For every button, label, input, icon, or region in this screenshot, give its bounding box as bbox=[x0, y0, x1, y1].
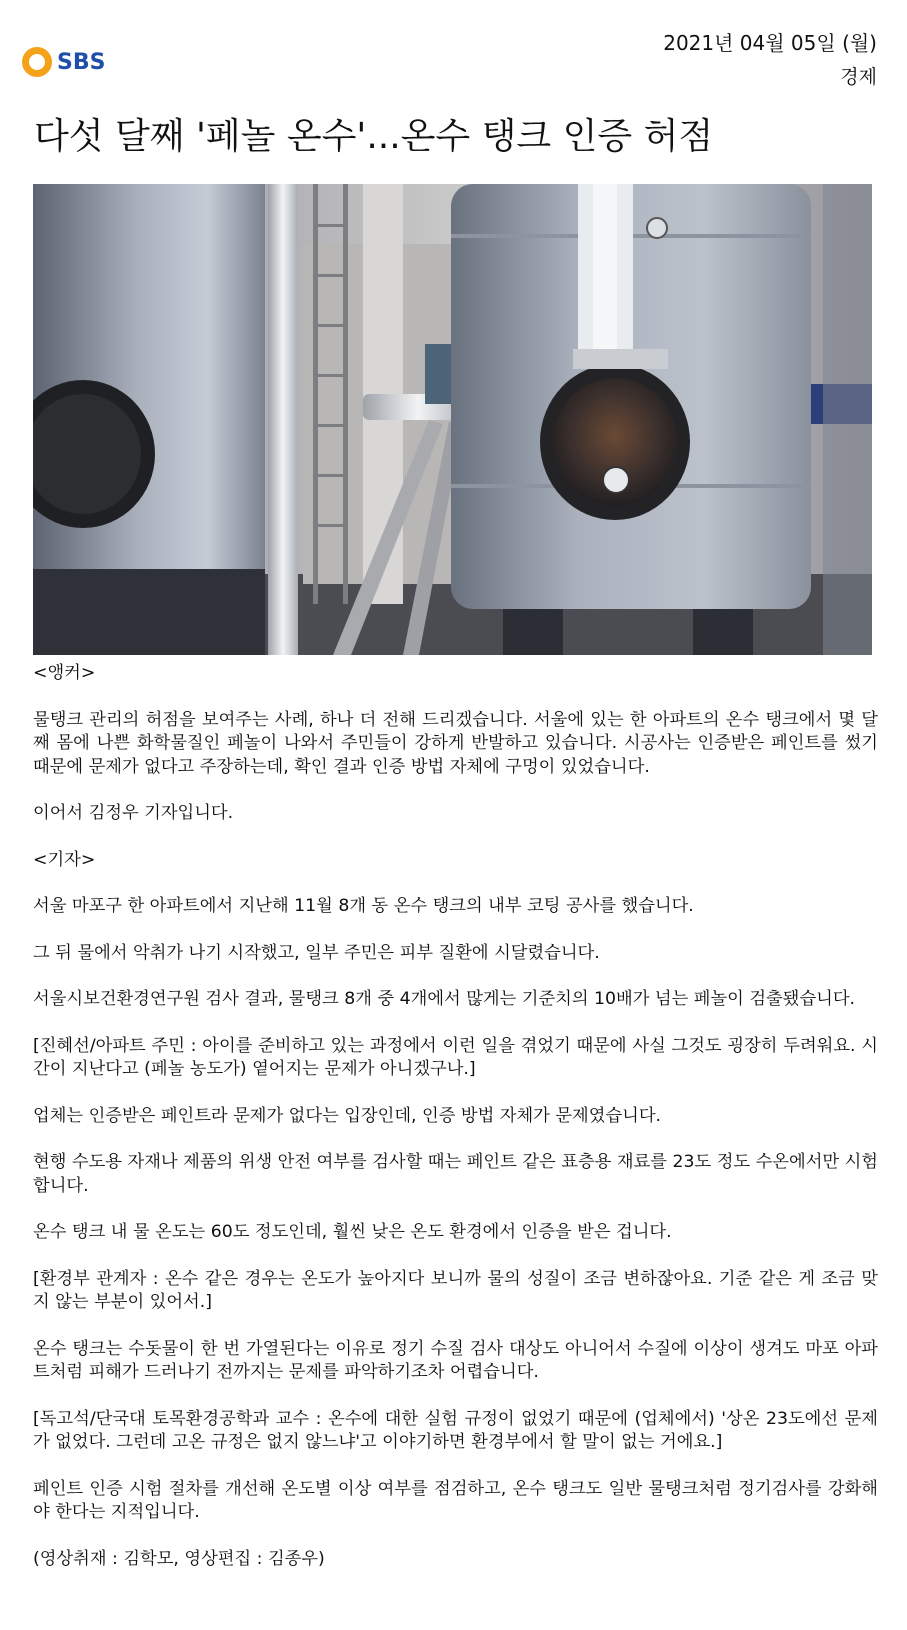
paragraph-credits: (영상취재 : 김학모, 영상편집 : 김종우) bbox=[33, 1548, 325, 1569]
sbs-logo-ring-icon bbox=[22, 47, 52, 77]
paragraph-body: 서울 마포구 한 아파트에서 지난해 11월 8개 동 온수 탱크의 내부 코팅 공사를 했습니다. bbox=[33, 896, 694, 916]
sbs-logo-text: SBS bbox=[57, 49, 106, 75]
paragraph-reporter-intro: 이어서 김정우 기자입니다. bbox=[33, 803, 234, 823]
article-headline: 다섯 달째 '페놀 온수'...온수 탱크 인증 허점 bbox=[34, 116, 714, 157]
paragraph-quote: [독고석/단국대 토목환경공학과 교수 : 온수에 대한 실험 규정이 없었기 때문에 (업체에서) '상온 23도에선 문제가 없었다. 그런데 고온 규정은 없지 않느냐'고 이야기하면 환경부에서 할 말이 없는 거에요.] bbox=[33, 1408, 878, 1452]
paragraph-body: 현행 수도용 자재나 제품의 위생 안전 여부를 검사할 때는 페인트 같은 표층용 재료를 23도 정도 수온에서만 시험합니다. bbox=[33, 1152, 878, 1196]
paragraph-body: 온수 탱크 내 물 온도는 60도 정도인데, 훨씬 낮은 온도 환경에서 인증을 받은 겁니다. bbox=[33, 1222, 672, 1242]
paragraph-quote: [진혜선/아파트 주민 : 아이를 준비하고 있는 과정에서 이런 일을 겪었기 때문에 사실 그것도 굉장히 두려워요. 시간이 지난다고 (페놀 농도가) 옅어지는 문제가 아니겠구나.] bbox=[33, 1035, 878, 1079]
paragraph-anchor-intro: 물탱크 관리의 허점을 보여주는 사례, 하나 더 전해 드리겠습니다. 서울에 있는 한 아파트의 온수 탱크에서 몇 달째 몸에 나쁜 화학물질인 페놀이 나와서 주민들이 강하게 반발하고 있습니다. 시공사는 인증받은 페인트를 썼기 때문에 문제가 없다고 주장하는데, 확인 결과 인증 방법 자체에 구멍이 있었습니다. bbox=[33, 709, 878, 777]
paragraph-quote: [환경부 관계자 : 온수 같은 경우는 온도가 높아지다 보니까 물의 성질이 조금 변하잖아요. 기준 같은 게 조금 맞지 않는 부분이 있어서.] bbox=[33, 1268, 878, 1312]
paragraph-anchor-label: <앵커> bbox=[33, 663, 96, 683]
article-section: 경제 bbox=[840, 66, 877, 88]
paragraph-reporter-label: <기자> bbox=[33, 849, 96, 870]
paragraph-body: 업체는 인증받은 페인트라 문제가 없다는 입장인데, 인증 방법 자체가 문제였습니다. bbox=[33, 1105, 662, 1126]
paragraph-body: 그 뒤 물에서 악취가 나기 시작했고, 일부 주민은 피부 질환에 시달렸습니다. bbox=[33, 942, 600, 963]
sbs-logo bbox=[22, 47, 105, 77]
article-date: 2021년 04월 05일 (월) bbox=[663, 31, 877, 55]
article-body bbox=[33, 662, 878, 1571]
water-tank-illustration bbox=[33, 184, 872, 655]
article-photo bbox=[33, 184, 872, 655]
paragraph-body: 페인트 인증 시험 절차를 개선해 온도별 이상 여부를 점검하고, 온수 탱크도 일반 물탱크처럼 정기검사를 강화해야 한다는 지적입니다. bbox=[33, 1478, 878, 1522]
paragraph-body: 서울시보건환경연구원 검사 결과, 물탱크 8개 중 4개에서 많게는 기준치의 10배가 넘는 페놀이 검출됐습니다. bbox=[33, 989, 856, 1009]
paragraph-body: 온수 탱크는 수돗물이 한 번 가열된다는 이유로 정기 수질 검사 대상도 아니어서 수질에 이상이 생겨도 마포 아파트처럼 피해가 드러나기 전까지는 문제를 파악하기조차 어렵습니다. bbox=[33, 1338, 878, 1382]
